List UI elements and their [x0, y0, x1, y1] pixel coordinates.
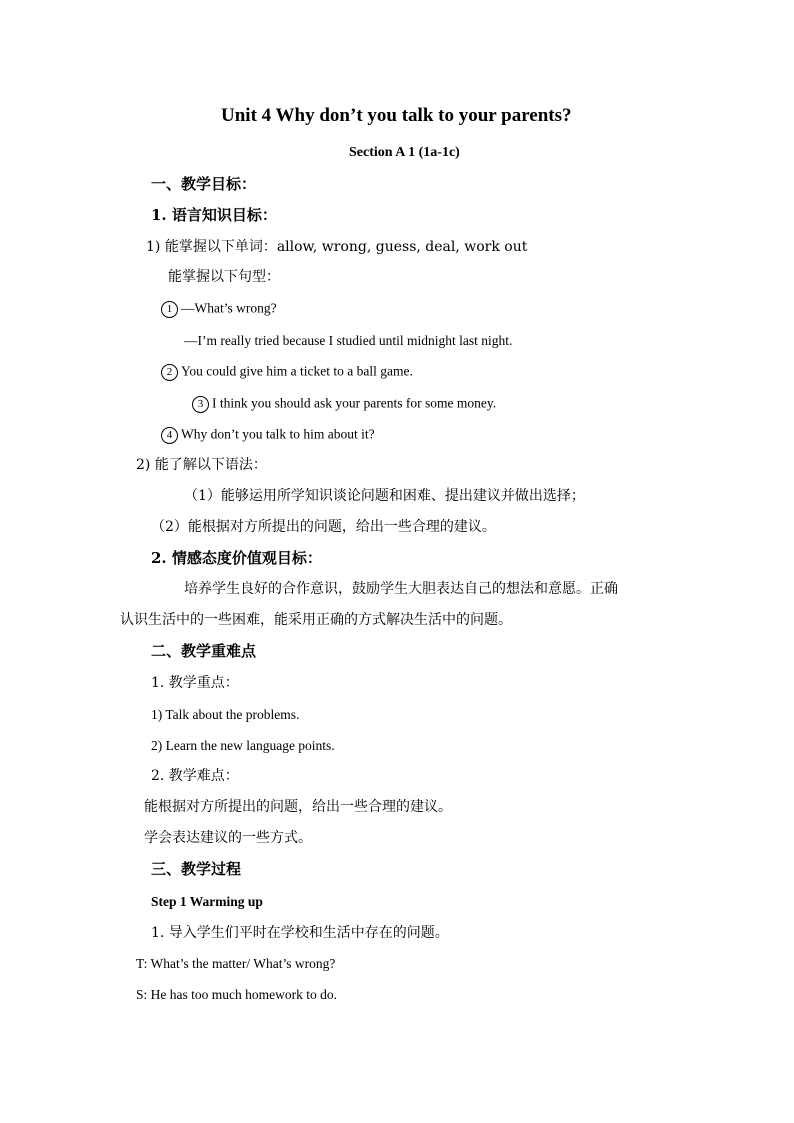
dialog-teacher: T: What’s the matter/ What’s wrong?: [136, 956, 336, 971]
sentence-1: [161, 301, 277, 318]
circled-number: 3: [192, 396, 209, 413]
paragraph-line-1: 培养学生良好的合作意识，鼓励学生大胆表达自己的想法和意愿。正确: [184, 581, 618, 597]
section-subtitle: Section A 1 (1a-1c): [349, 145, 460, 160]
circled-number: 2: [161, 364, 178, 381]
paragraph-line-2: 认识生活中的一些困难，能采用正确的方式解决生活中的问题。: [120, 612, 512, 628]
sentence-1-reply: [184, 334, 512, 348]
sentence-4: [161, 427, 375, 444]
subheading-emotion-goals: 2. 情感态度价值观目标：: [151, 549, 322, 567]
difficulty-1: 能根据对方所提出的问题，给出一些合理的建议。: [144, 799, 452, 815]
dialog-student: S: He has too much homework to do.: [136, 987, 337, 1002]
difficulty-2: 学会表达建议的一些方式。: [144, 830, 312, 846]
heading-teaching-goals: 一、教学目标：: [151, 175, 257, 193]
sentence-text: Why don’t you talk to him about it?: [181, 426, 375, 442]
sentence-text: You could give him a ticket to a ball game.: [181, 363, 413, 379]
sentence-3: [192, 396, 496, 413]
grammar-item: 2) 能了解以下语法：: [136, 457, 267, 473]
circled-number: 1: [161, 301, 178, 318]
sentences-label: 能掌握以下句型：: [168, 269, 280, 285]
sentence-text: —I’m really tried because I studied until midnight last night.: [184, 333, 513, 348]
words-item: 1) 能掌握以下单词：allow, wrong, guess, deal, work out: [146, 239, 528, 255]
heading-teaching-process: 三、教学过程: [151, 860, 242, 878]
sentence-2: [161, 364, 413, 381]
sentence-text: I think you should ask your parents for some money.: [212, 395, 497, 411]
key-point-2: 2) Learn the new language points.: [151, 738, 335, 753]
key-points-label: 1. 教学重点：: [151, 675, 239, 691]
key-point-1: 1) Talk about the problems.: [151, 707, 300, 722]
grammar-point-1: （1）能够运用所学知识谈论问题和困难、提出建议并做出选择；: [184, 488, 585, 504]
grammar-point-2: （2）能根据对方所提出的问题，给出一些合理的建议。: [151, 519, 496, 535]
subheading-language-goals: 1. 语言知识目标：: [151, 206, 277, 224]
page-title: Unit 4 Why don’t you talk to your parents?: [221, 105, 572, 126]
heading-key-points: 二、教学重难点: [151, 642, 257, 660]
circled-number: 4: [161, 427, 178, 444]
difficulties-label: 2. 教学难点：: [151, 768, 239, 784]
sentence-text: —What’s wrong?: [181, 300, 277, 316]
step-1-item: 1. 导入学生们平时在学校和生活中存在的问题。: [151, 925, 449, 941]
step-1-heading: Step 1 Warming up: [151, 894, 263, 909]
